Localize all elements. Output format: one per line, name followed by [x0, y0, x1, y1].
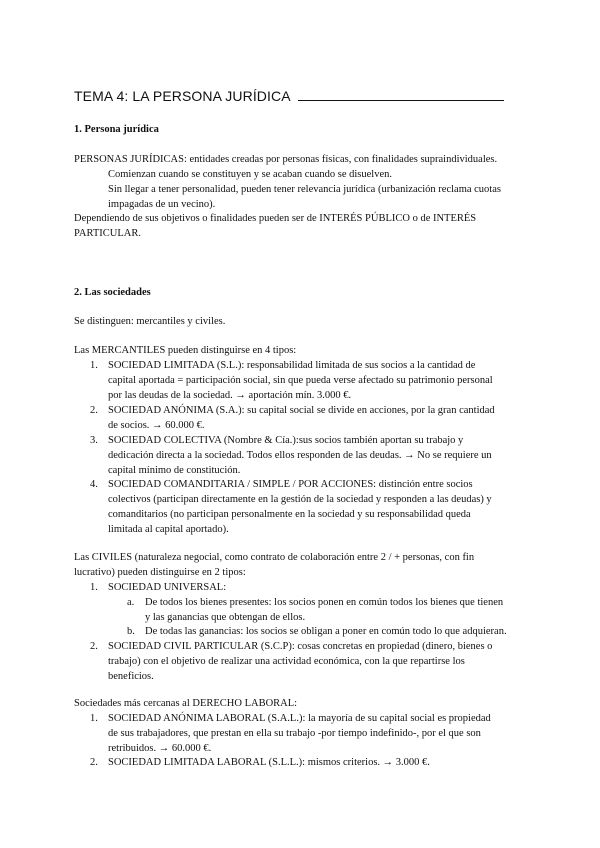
list-item: SOCIEDAD LIMITADA LABORAL (S.L.L.): mismos criterios. → 3.000 €.	[108, 757, 430, 768]
definition-line-4b: PARTICULAR.	[74, 228, 141, 239]
list-item: por las deudas de la sociedad. → aportación mín. 3.000 €.	[108, 390, 352, 401]
sublist-item: De todas las ganancias: los socios se obligan a poner en común todo lo que adquieran.	[145, 626, 507, 637]
list-item: SOCIEDAD ANÓNIMA (S.A.): su capital social se divide en acciones, por la gran cantidad	[108, 405, 495, 416]
list-number: 2.	[90, 641, 98, 652]
list-item: de socios. → 60.000 €.	[108, 420, 205, 431]
sublist-letter: a.	[127, 597, 135, 608]
list-item: limitada al capital aportado).	[108, 524, 229, 535]
list-item: capital aportada = participación social, sin que pueda verse afectado su patrimonio personal	[108, 375, 493, 386]
list-item: SOCIEDAD COMANDITARIA / SIMPLE / POR ACCIONES: distinción entre socios	[108, 479, 473, 490]
list-item: beneficios.	[108, 671, 154, 682]
list-item: SOCIEDAD UNIVERSAL:	[108, 582, 227, 593]
title-text: TEMA 4: LA PERSONA JURÍDICA	[74, 88, 290, 104]
list-item: trabajo) con el objetivo de realizar una actividad económica, con la que repartirse los	[108, 656, 465, 667]
list-number: 3.	[90, 435, 98, 446]
list-item: de sus trabajadores, que prestan en ella su trabajo -por tiempo indefinido-, por el que son	[108, 728, 481, 739]
list-number: 2.	[90, 757, 98, 768]
list-item: SOCIEDAD COLECTIVA (Nombre & Cía.):sus socios también aportan su trabajo y	[108, 435, 464, 446]
list-item: SOCIEDAD LIMITADA (S.L.): responsabilidad limitada de sus socios a la cantidad de	[108, 360, 476, 371]
definition-line-4a: Dependiendo de sus objetivos o finalidades pueden ser de INTERÉS PÚBLICO o de INTERÉS	[74, 213, 477, 224]
title-underline	[298, 88, 504, 101]
civiles-intro-line-1: Las CIVILES (naturaleza negocial, como contrato de colaboración entre 2 / + personas, con fin	[74, 552, 475, 563]
list-item: dedicación directa a la sociedad. Todos ellos responden de las deudas. → No se requiere un	[108, 450, 492, 461]
laboral-intro: Sociedades más cercanas al DERECHO LABORAL:	[74, 698, 298, 709]
list-item: capital mínimo de constitución.	[108, 465, 241, 476]
definition-line-1: PERSONAS JURÍDICAS: entidades creadas por personas físicas, con finalidades supraindividuales.	[74, 154, 498, 165]
sociedades-intro: Se distinguen: mercantiles y civiles.	[74, 316, 226, 327]
definition-line-2: Comienzan cuando se constituyen y se acaban cuando se disuelven.	[108, 169, 392, 180]
list-item: SOCIEDAD CIVIL PARTICULAR (S.C.P): cosas concretas en propiedad (dinero, bienes o	[108, 641, 493, 652]
definition-line-3b: impagadas de un vecino).	[108, 199, 216, 210]
list-number: 4.	[90, 479, 98, 490]
mercantiles-intro: Las MERCANTILES pueden distinguirse en 4 tipos:	[74, 345, 297, 356]
list-item: colectivos (participan directamente en la gestión de la sociedad y responden a las deudas) y	[108, 494, 492, 505]
civiles-intro-line-2: lucrativo) pueden distinguirse en 2 tipos:	[74, 567, 246, 578]
list-number: 1.	[90, 582, 98, 593]
section-2-heading: 2. Las sociedades	[74, 287, 151, 298]
document-title	[74, 88, 504, 104]
list-number: 2.	[90, 405, 98, 416]
list-item: SOCIEDAD ANÓNIMA LABORAL (S.A.L.): la mayoría de su capital social es propiedad	[108, 713, 491, 724]
section-1-heading: 1. Persona jurídica	[74, 124, 159, 135]
list-number: 1.	[90, 360, 98, 371]
definition-line-3a: Sin llegar a tener personalidad, pueden tener relevancia jurídica (urbanización reclama cuotas	[108, 184, 501, 195]
sublist-item: y las ganancias que obtengan de ellos.	[145, 612, 306, 623]
sublist-item: De todos los bienes presentes: los socios ponen en común todos los bienes que tienen	[145, 597, 504, 608]
list-number: 1.	[90, 713, 98, 724]
list-item: comanditarios (no participan personalmente en la sociedad y su responsabilidad queda	[108, 509, 471, 520]
sublist-letter: b.	[127, 626, 135, 637]
list-item: retribuidos. → 60.000 €.	[108, 743, 212, 754]
